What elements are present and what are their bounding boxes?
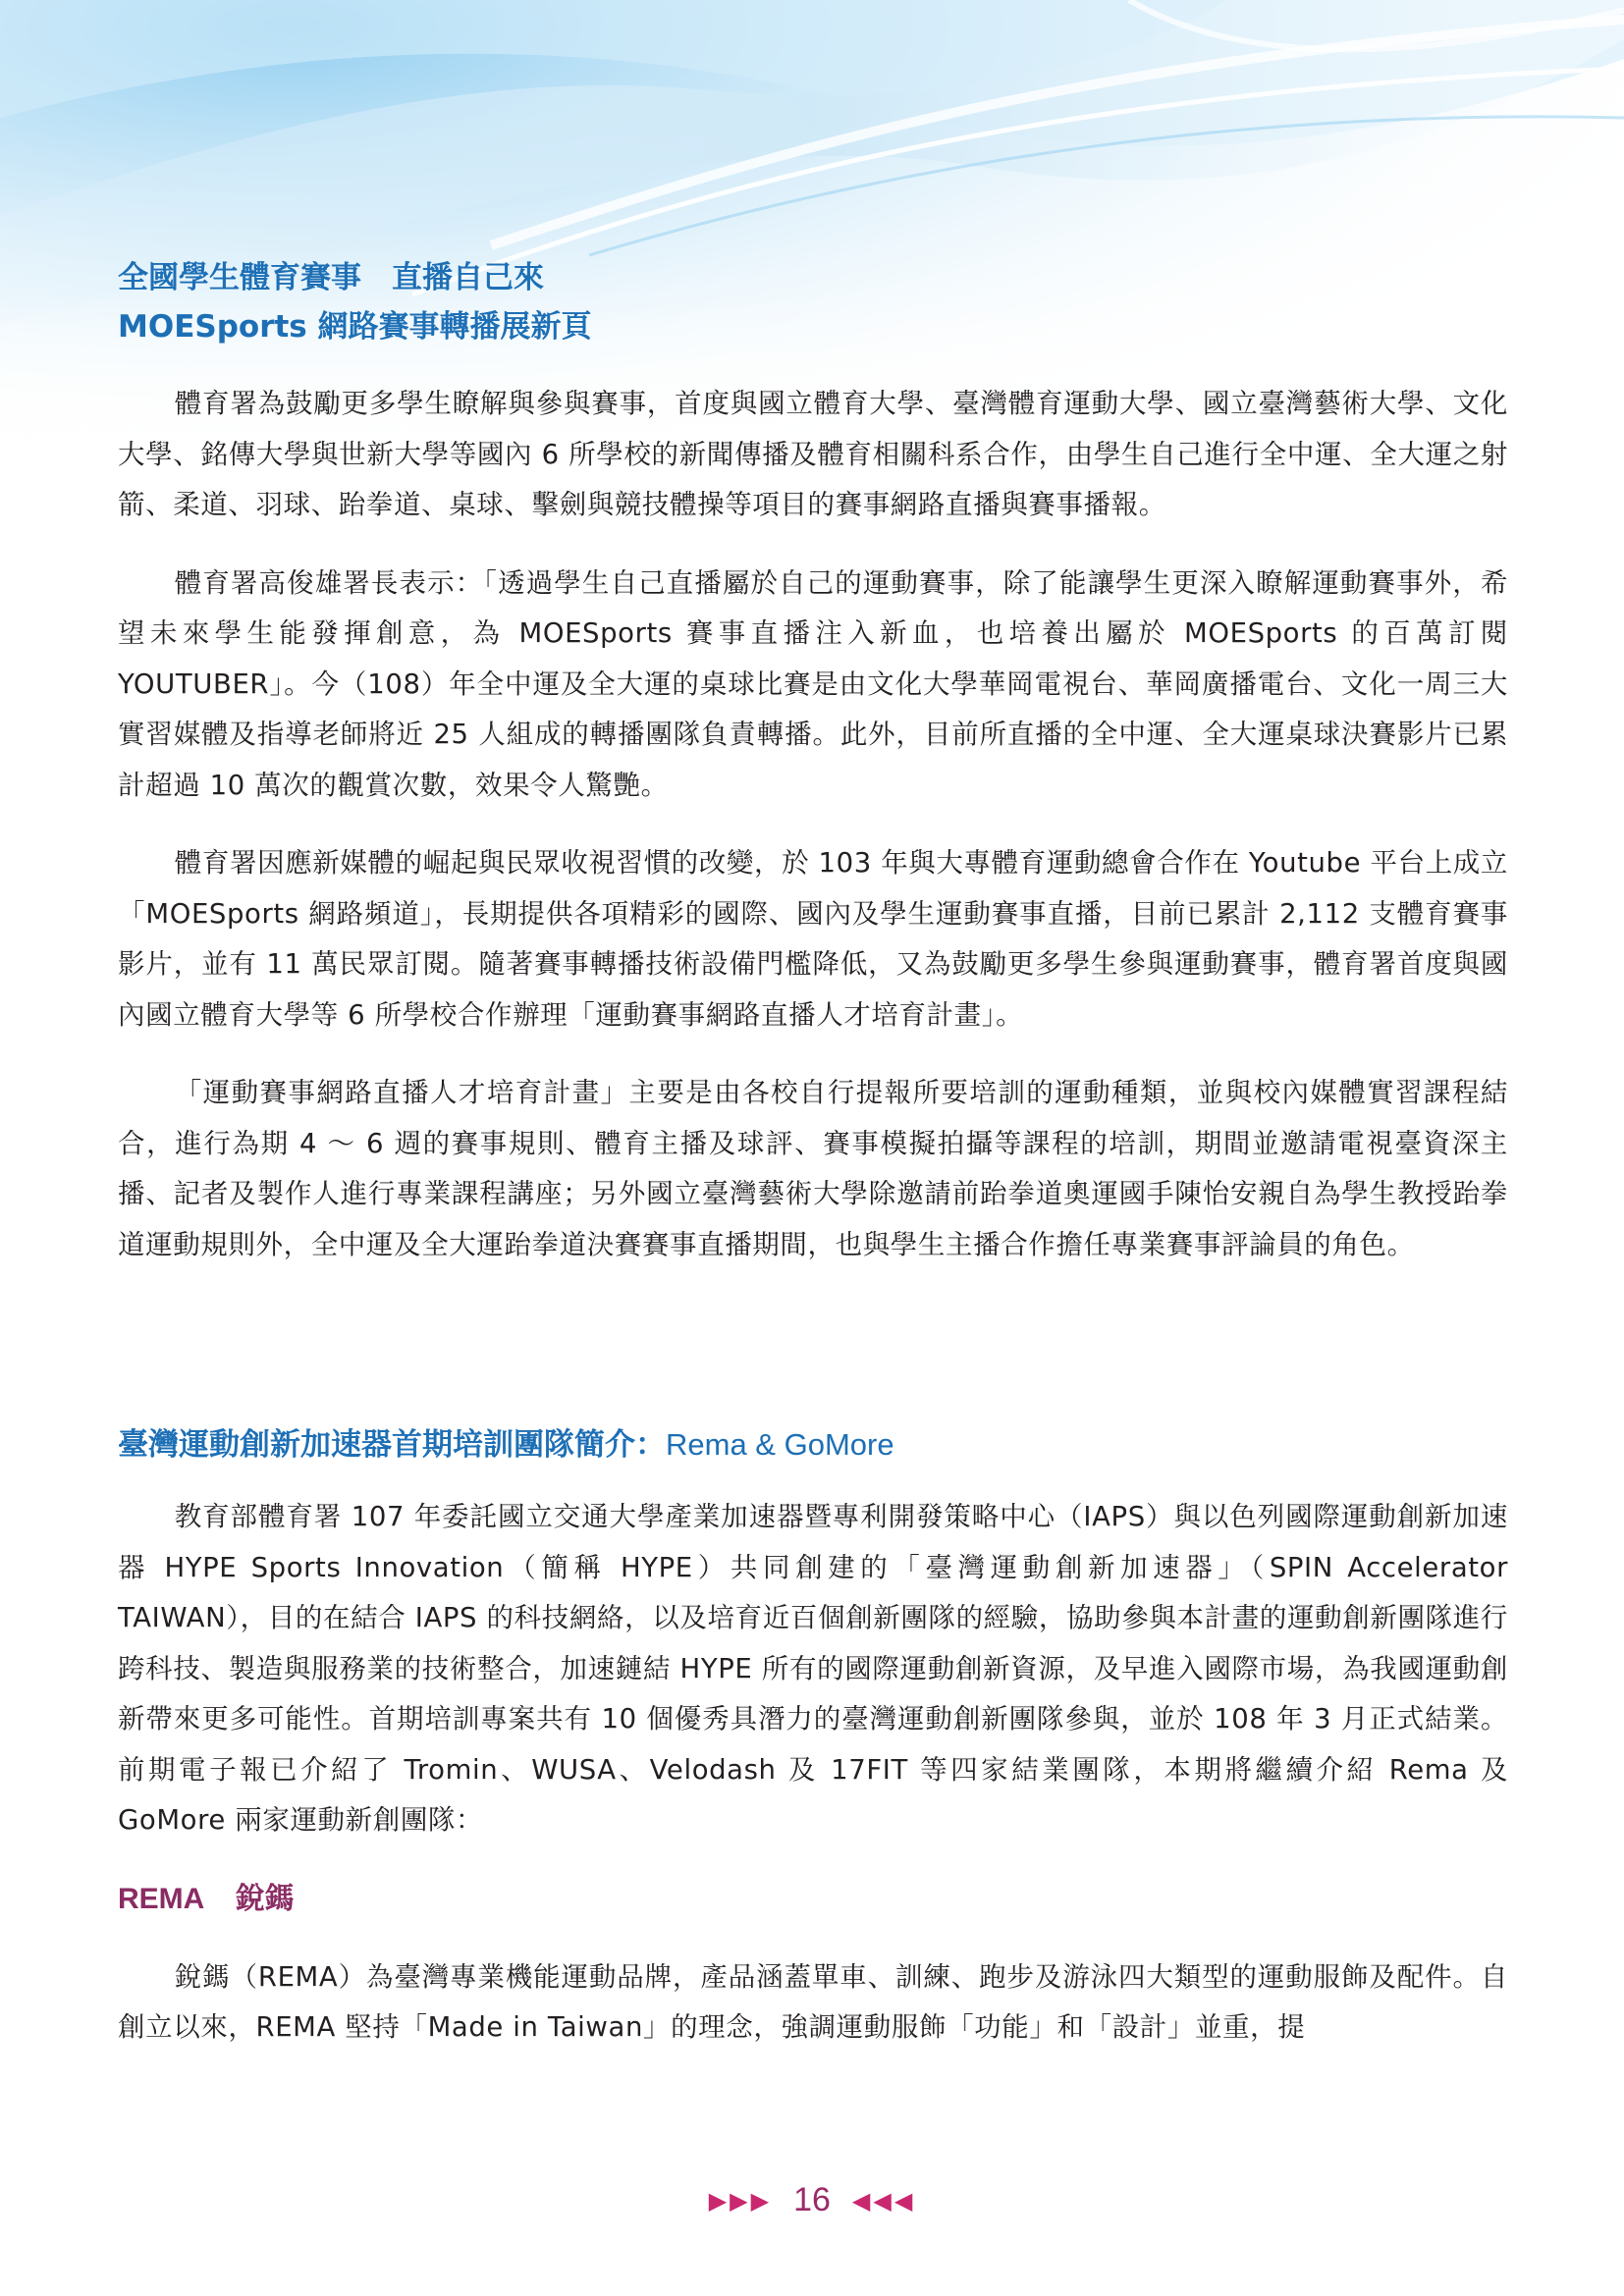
section-title — [118, 1417, 1508, 1472]
page-content — [118, 253, 1508, 2081]
section-moesports — [118, 253, 1508, 1270]
section-spin-accelerator — [118, 1417, 1508, 2054]
subsection-title — [118, 1874, 1508, 1925]
paragraph: 「運動賽事網路直播人才培育計畫」主要是由各校自行提報所要培訓的運動種類，並與校內媒體實習課程結合，進行為期 4 ～ 6 週的賽事規則、體育主播及球評、賽事模擬拍攝等課程的培訓，期間並邀請電視臺資深主播、記者及製作人進行專業課程講座；另外國立臺灣藝術大學除邀請前跆拳道奧運國手陳怡安親自為學生教授跆拳道運動規則外，全中運及全大運跆拳道決賽賽事直播期間，也與學生主播合作擔任專業賽事評論員的角色。 — [118, 1077, 1508, 1260]
section-title — [118, 253, 1508, 351]
page-number: 16 — [793, 2181, 831, 2218]
paragraph: 體育署為鼓勵更多學生瞭解與參與賽事，首度與國立體育大學、臺灣體育運動大學、國立臺灣藝術大學、文化大學、銘傳大學與世新大學等國內 6 所學校的新聞傳播及體育相關科系合作，由學生自己進行全中運、全大運之射箭、柔道、羽球、跆拳道、桌球、擊劍與競技體操等項目的賽事網路直播與賽事播報。 — [118, 388, 1508, 520]
paragraph: 教育部體育署 107 年委託國立交通大學產業加速器暨專利開發策略中心（IAPS）與以色列國際運動創新加速器 HYPE Sports Innovation（簡稱 HYPE）共同創建的「臺灣運動創新加速器」（SPIN Accelerator TAIWAN），目的在結合 IAPS 的科技網絡，以及培育近百個創新團隊的經驗，協助參與本計畫的運動創新團隊進行跨科技、製造與服務業的技術整合，加速鏈結 HYPE 所有的國際運動創新資源，及早進入國際市場，為我國運動創新帶來更多可能性。首期培訓專案共有 10 個優秀具潛力的臺灣運動創新團隊參與，並於 108 年 3 月正式結業。前期電子報已介紹了 Tromin、WUSA、Velodash 及 17FIT 等四家結業團隊，本期將繼續介紹 Rema 及 GoMore 兩家運動新創團隊： — [118, 1501, 1508, 1836]
section-title-zh: 臺灣運動創新加速器首期培訓團隊簡介： — [118, 1427, 666, 1463]
page-footer — [0, 2181, 1624, 2219]
paragraph: 體育署因應新媒體的崛起與民眾收視習慣的改變，於 103 年與大專體育運動總會合作在 Youtube 平台上成立「MOESports 網路頻道」，長期提供各項精彩的國際、國內及學生運動賽事直播，目前已累計 2,112 支體育賽事影片，並有 11 萬民眾訂閱。隨著賽事轉播技術設備門檻降低，又為鼓勵更多學生參與運動賽事，體育署首度與國內國立體育大學等 6 所學校合作辦理「運動賽事網路直播人才培育計畫」。 — [118, 847, 1508, 1031]
section-title-line1: 全國學生體育賽事 直播自己來 — [118, 260, 544, 295]
paragraph: 體育署高俊雄署長表示：「透過學生自己直播屬於自己的運動賽事，除了能讓學生更深入瞭解運動賽事外，希望未來學生能發揮創意，為 MOESports 賽事直播注入新血，也培養出屬於 MOESports 的百萬訂閱 YOUTUBER」。今（108）年全中運及全大運的桌球比賽是由文化大學華岡電視台、華岡廣播電台、文化一周三大實習媒體及指導老師將近 25 人組成的轉播團隊負責轉播。此外，目前所直播的全中運、全大運桌球決賽影片已累計超過 10 萬次的觀賞次數，效果令人驚艷。 — [118, 566, 1508, 801]
right-arrows-icon: ▶▶▶ — [708, 2186, 773, 2215]
paragraph: 銳鎷（REMA）為臺灣專業機能運動品牌，產品涵蓋單車、訓練、跑步及游泳四大類型的運動服飾及配件。自創立以來，REMA 堅持「Made in Taiwan」的理念，強調運動服飾「功能」和「設計」並重，提 — [118, 1960, 1508, 2043]
subsection-title-zh: 銳鎷 — [235, 1881, 295, 1916]
section-title-line2: MOESports 網路賽事轉播展新頁 — [118, 309, 592, 345]
section-title-en: Rema & GoMore — [666, 1427, 894, 1462]
left-arrows-icon: ◀◀◀ — [851, 2186, 916, 2215]
subsection-title-en: REMA — [118, 1882, 205, 1915]
